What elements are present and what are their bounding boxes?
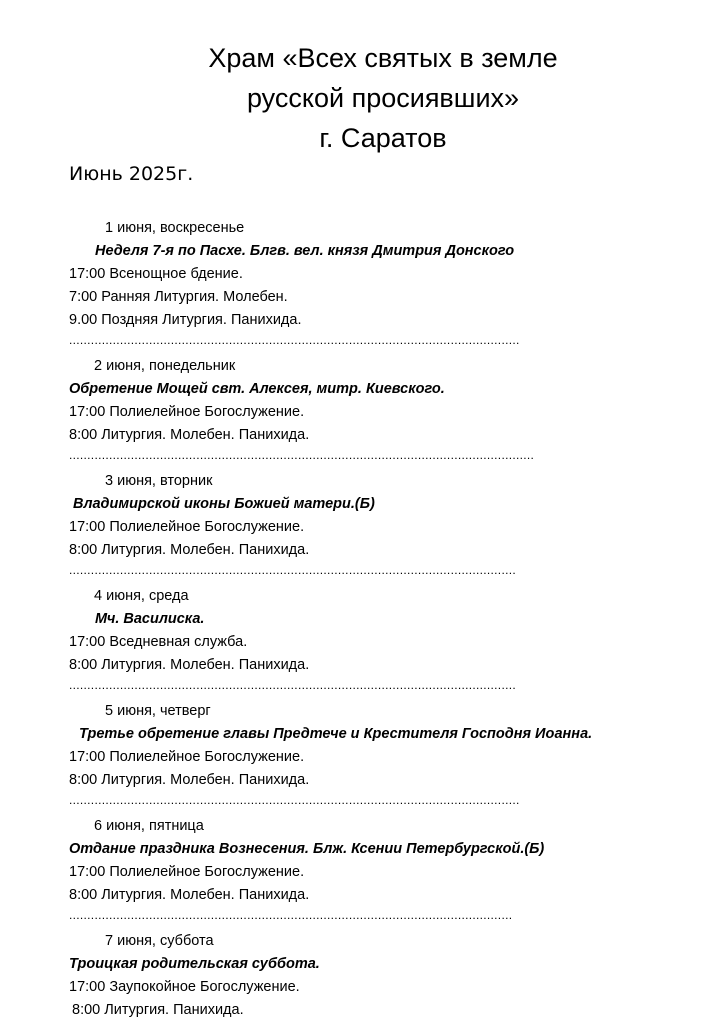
service-time: 8:00 Литургия. Панихида. bbox=[72, 1002, 244, 1018]
dotted-separator: ............................................................................................................................ bbox=[69, 793, 520, 807]
service-schedule bbox=[69, 217, 709, 1022]
feast-title: Владимирской иконы Божией матери.(Б) bbox=[73, 496, 375, 512]
feast-title: Мч. Василиска. bbox=[95, 611, 205, 627]
service-time: 8:00 Литургия. Молебен. Панихида. bbox=[69, 427, 310, 443]
service-time: 8:00 Литургия. Молебен. Панихида. bbox=[69, 657, 310, 673]
dotted-separator: ........................................................................................................................... bbox=[69, 678, 516, 692]
service-time: 8:00 Литургия. Молебен. Панихида. bbox=[69, 772, 310, 788]
church-title bbox=[0, 38, 724, 158]
service-time: 17:00 Полиелейное Богослужение. bbox=[69, 519, 305, 535]
service-time: 17:00 Полиелейное Богослужение. bbox=[69, 749, 305, 765]
day-date: 7 июня, суббота bbox=[105, 933, 214, 949]
service-time: 17:00 Вседневная служба. bbox=[69, 634, 248, 650]
feast-title: Обретение Мощей свт. Алексея, митр. Киевского. bbox=[69, 381, 445, 397]
day-date: 1 июня, воскресенье bbox=[105, 220, 245, 236]
day-date: 6 июня, пятница bbox=[94, 818, 204, 834]
day-date: 4 июня, среда bbox=[94, 588, 189, 604]
feast-title: Отдание праздника Вознесения. Блж. Ксении Петербургской.(Б) bbox=[69, 841, 545, 857]
day-entry bbox=[69, 815, 709, 930]
service-time: 8:00 Литургия. Молебен. Панихида. bbox=[69, 542, 310, 558]
dotted-separator: .......................................................................................................................... bbox=[69, 908, 513, 922]
day-entry bbox=[69, 700, 709, 815]
day-entry bbox=[69, 217, 709, 355]
feast-title: Неделя 7-я по Пасхе. Блгв. вел. князя Дмитрия Донского bbox=[95, 243, 515, 259]
dotted-separator: ........................................................................................................................... bbox=[69, 563, 516, 577]
service-time: 9.00 Поздняя Литургия. Панихида. bbox=[69, 312, 302, 328]
dotted-separator: ............................................................................................................................ bbox=[69, 333, 520, 347]
title-line-3: г. Саратов bbox=[319, 123, 447, 153]
day-entry bbox=[69, 355, 709, 470]
service-time: 17:00 Полиелейное Богослужение. bbox=[69, 404, 305, 420]
service-time: 8:00 Литургия. Молебен. Панихида. bbox=[69, 887, 310, 903]
service-time: 7:00 Ранняя Литургия. Молебен. bbox=[69, 289, 288, 305]
service-time: 17:00 Полиелейное Богослужение. bbox=[69, 864, 305, 880]
service-time: 17:00 Всенощное бдение. bbox=[69, 266, 243, 282]
day-date: 5 июня, четверг bbox=[105, 703, 211, 719]
dotted-separator: ................................................................................................................................ bbox=[69, 448, 535, 462]
day-date: 2 июня, понедельник bbox=[94, 358, 236, 374]
service-time: 17:00 Заупокойное Богослужение. bbox=[69, 979, 300, 995]
day-entry bbox=[69, 930, 709, 1022]
feast-title: Третье обретение главы Предтече и Крестителя Господня Иоанна. bbox=[79, 726, 593, 742]
day-date: 3 июня, вторник bbox=[105, 473, 213, 489]
month-heading: Июнь 2025г. bbox=[69, 163, 194, 185]
feast-title: Троицкая родительская суббота. bbox=[69, 956, 320, 972]
title-line-1: Храм «Всех святых в земле bbox=[208, 43, 558, 73]
day-entry bbox=[69, 470, 709, 585]
day-entry bbox=[69, 585, 709, 700]
title-line-2: русской просиявших» bbox=[246, 83, 520, 113]
